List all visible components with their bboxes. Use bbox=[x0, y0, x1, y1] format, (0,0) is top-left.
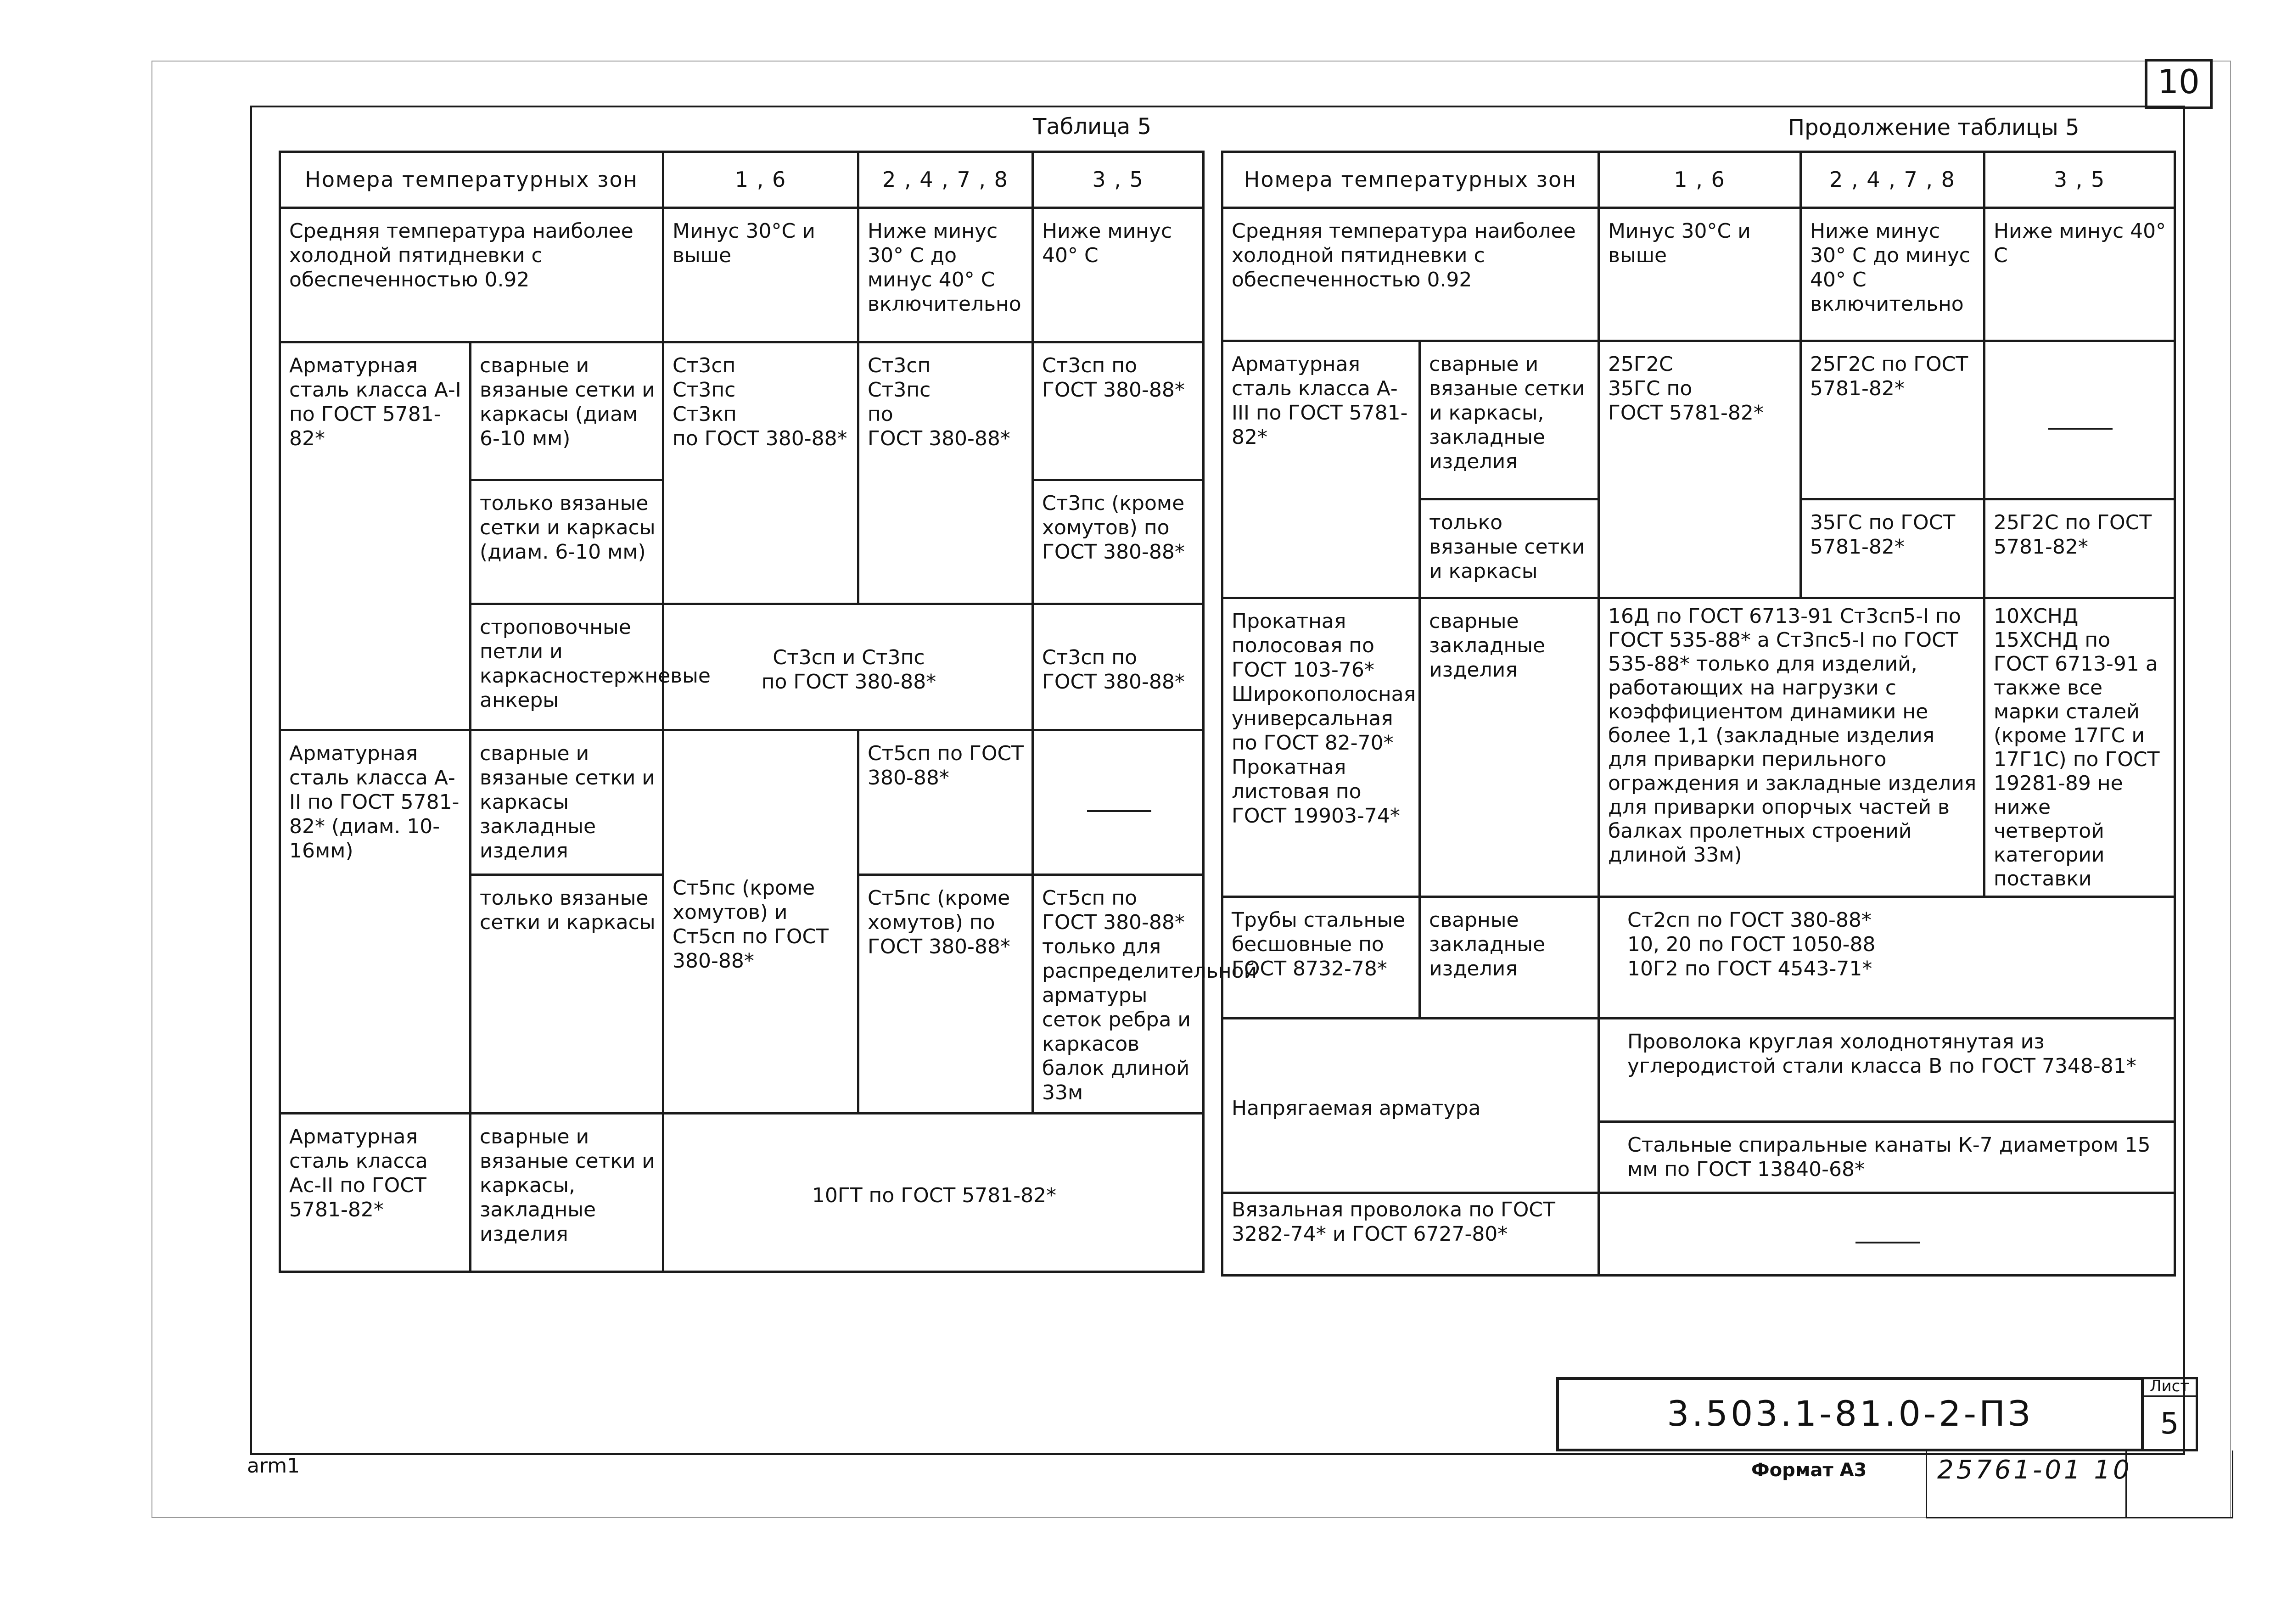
right-temp-col3: Ниже минус 40° С bbox=[1984, 208, 2175, 341]
left-a2-sub2-col3: Ст5сп по ГОСТ 380-88* только для распределительной арматуры сеток ребра и каркасов балок длиной 33м bbox=[1033, 875, 1204, 1114]
left-a2-sub1-col2: Ст5сп по ГОСТ 380-88* bbox=[858, 730, 1033, 875]
left-ac2-class: Арматурная сталь класса Ас-II по ГОСТ 5781-82* bbox=[280, 1114, 471, 1272]
right-a3-sub2-col3: 25Г2С по ГОСТ 5781-82* bbox=[1984, 499, 2175, 598]
right-wire-value-dash bbox=[1855, 1242, 1920, 1243]
left-header-col1: 1 , 6 bbox=[663, 152, 858, 208]
right-header-zones: Номера температурных зон bbox=[1222, 152, 1599, 208]
left-a2-sub1-col3-dash bbox=[1087, 810, 1151, 812]
right-wire-label: Вязальная проволока по ГОСТ 3282-74* и ГОСТ 6727-80* bbox=[1222, 1193, 1599, 1276]
left-temp-label: Средняя температура наиболее холодной пятидневки с обеспеченностью 0.92 bbox=[280, 208, 663, 342]
right-rolled-col12: 16Д по ГОСТ 6713-91 Ст3сп5-I по ГОСТ 535-88* а Ст3пс5-I по ГОСТ 535-88* только для изделий, работающих на нагрузки с коэффициентом динамики не более 1,1 (закладные изделия для приварки перильного ограждения и закладные изделия для приварки опорчых частей в балках пролетных строений длиной 33м) bbox=[1599, 598, 1984, 897]
left-a2-class: Арматурная сталь класса А-II по ГОСТ 5781-82* (диам. 10-16мм) bbox=[280, 730, 471, 1114]
right-a3-class: Арматурная сталь класса А-III по ГОСТ 5781-82* bbox=[1222, 341, 1420, 598]
left-a2-sub1-col3 bbox=[1033, 730, 1204, 875]
left-a1-sub3-col12: Ст3сп и Ст3пс по ГОСТ 380-88* bbox=[663, 604, 1033, 730]
corner-number: 10 bbox=[2158, 62, 2200, 101]
right-wire-value bbox=[1599, 1193, 2175, 1276]
format-label: Формат А3 bbox=[1751, 1460, 1867, 1481]
left-a2-sub2: только вязаные сетки и каркасы bbox=[471, 875, 663, 1114]
left-temp-col1: Минус 30°С и выше bbox=[663, 208, 858, 342]
left-a1-sub1-col3: Ст3сп по ГОСТ 380-88* bbox=[1033, 342, 1204, 480]
right-header-col3: 3 , 5 bbox=[1984, 152, 2175, 208]
right-temp-col2: Ниже минус 30° С до минус 40° С включительно bbox=[1801, 208, 1984, 341]
left-a2-sub2-col2: Ст5пс (кроме хомутов) по ГОСТ 380-88* bbox=[858, 875, 1033, 1114]
right-rolled-class: Прокатная полосовая по ГОСТ 103-76* Широкополосная универсальная по ГОСТ 82-70* Прокатная листовая по ГОСТ 19903-74* bbox=[1222, 598, 1420, 897]
right-a3-sub2-col2: 35ГС по ГОСТ 5781-82* bbox=[1801, 499, 1984, 598]
right-temp-col1: Минус 30°С и выше bbox=[1599, 208, 1801, 341]
right-prestress-value2: Стальные спиральные канаты К-7 диаметром 15 мм по ГОСТ 13840-68* bbox=[1599, 1122, 2175, 1193]
right-a3-sub1-col3 bbox=[1984, 341, 2175, 499]
right-header-col2: 2 , 4 , 7 , 8 bbox=[1801, 152, 1984, 208]
left-a1-sub2: только вязаные сетки и каркасы (диам. 6-10 мм) bbox=[471, 480, 663, 604]
left-temp-col2: Ниже минус 30° С до минус 40° С включительно bbox=[858, 208, 1033, 342]
right-rolled-col3: 10ХСНД 15ХСНД по ГОСТ 6713-91 а также все марки сталей (кроме 17ГС и 17Г1С) по ГОСТ 19281-89 не ниже четвертой категории поставки bbox=[1984, 598, 2175, 897]
right-table bbox=[1221, 151, 2176, 1277]
right-pipes-sub: сварные закладные изделия bbox=[1420, 897, 1599, 1019]
left-temp-col3: Ниже минус 40° С bbox=[1033, 208, 1204, 342]
right-a3-col1: 25Г2С 35ГС по ГОСТ 5781-82* bbox=[1599, 341, 1801, 598]
left-a1-sub3: строповочные петли и каркасностержневые анкеры bbox=[471, 604, 663, 730]
sheet-label: Лист bbox=[2143, 1377, 2196, 1397]
left-table bbox=[279, 151, 1257, 1273]
right-header-col1: 1 , 6 bbox=[1599, 152, 1801, 208]
designation: 3.503.1-81.0-2-ПЗ bbox=[1667, 1393, 2033, 1434]
left-a1-sub3-col3: Ст3сп по ГОСТ 380-88* bbox=[1033, 604, 1204, 730]
left-a2-sub1: сварные и вязаные сетки и каркасы закладные изделия bbox=[471, 730, 663, 875]
right-pipes-class: Трубы стальные бесшовные по ГОСТ 8732-78* bbox=[1222, 897, 1420, 1019]
right-prestress-value1: Проволока круглая холоднотянутая из углеродистой стали класса В по ГОСТ 7348-81* bbox=[1599, 1019, 2175, 1122]
right-a3-sub2: только вязаные сетки и каркасы bbox=[1420, 499, 1599, 598]
left-a1-class: Арматурная сталь класса А-I по ГОСТ 5781-82* bbox=[280, 342, 471, 730]
right-a3-sub1-col2: 25Г2С по ГОСТ 5781-82* bbox=[1801, 341, 1984, 499]
right-a3-sub1: сварные и вязаные сетки и каркасы, закладные изделия bbox=[1420, 341, 1599, 499]
left-ac2-value: 10ГТ по ГОСТ 5781-82* bbox=[663, 1114, 1204, 1272]
right-table-caption: Продолжение таблицы 5 bbox=[1788, 115, 2080, 140]
left-header-zones: Номера температурных зон bbox=[280, 152, 663, 208]
left-header-col2: 2 , 4 , 7 , 8 bbox=[858, 152, 1033, 208]
plotter-tag: arm1 bbox=[247, 1454, 300, 1478]
right-a3-sub1-col3-dash bbox=[2048, 428, 2113, 430]
left-a1-sub1: сварные и вязаные сетки и каркасы (диам 6-10 мм) bbox=[471, 342, 663, 480]
inventory-number: 25761-01 10 bbox=[1937, 1455, 2132, 1485]
right-prestress-label: Напрягаемая арматура bbox=[1222, 1019, 1599, 1193]
left-ac2-sub: сварные и вязаные сетки и каркасы, закладные изделия bbox=[471, 1114, 663, 1272]
right-rolled-sub: сварные закладные изделия bbox=[1420, 598, 1599, 897]
left-header-col3: 3 , 5 bbox=[1033, 152, 1204, 208]
left-a1-sub1-col2: Ст3сп Ст3пс по ГОСТ 380-88* bbox=[858, 342, 1033, 604]
right-temp-label: Средняя температура наиболее холодной пятидневки с обеспеченностью 0.92 bbox=[1222, 208, 1599, 341]
left-a2-col1: Ст5пс (кроме хомутов) и Ст5сп по ГОСТ 380-88* bbox=[663, 730, 858, 1114]
left-a1-sub1-col1: Ст3сп Ст3пс Ст3кп по ГОСТ 380-88* bbox=[663, 342, 858, 604]
left-table-caption: Таблица 5 bbox=[1033, 114, 1152, 140]
right-pipes-value: Ст2сп по ГОСТ 380-88* 10, 20 по ГОСТ 1050-88 10Г2 по ГОСТ 4543-71* bbox=[1599, 897, 2175, 1019]
left-a1-sub2-col3: Ст3пс (кроме хомутов) по ГОСТ 380-88* bbox=[1033, 480, 1204, 604]
sheet-number: 5 bbox=[2160, 1407, 2179, 1441]
